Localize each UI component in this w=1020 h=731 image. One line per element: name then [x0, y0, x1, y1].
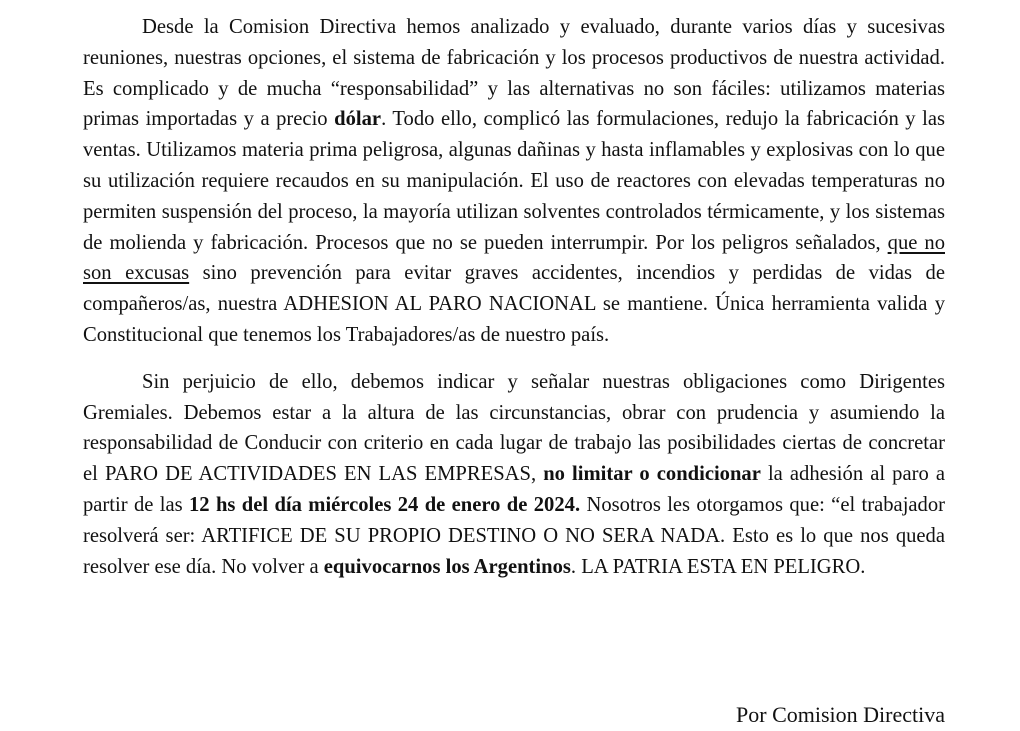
paragraph-1: [83, 12, 945, 351]
paragraph-1-text-1: Desde la Comision Directiva hemos analizado y evaluado, durante varios días y sucesivas reuniones, nuestras opciones, el sistema de fabricación y los procesos productivos de nuestra actividad. Es complicado y de mucha “responsabilidad” y las alternativas no son fáciles: utilizamos materias primas importadas y a precio: [83, 16, 945, 131]
paragraph-1-text-3: sino prevención para evitar graves accidentes, incendios y perdidas de vidas de compañeros/as, nuestra ADHESION AL PARO NACIONAL se mantiene. Única herramienta valida y Constitucional que tenemos los Trabajadores/as de nuestro país.: [83, 262, 945, 346]
paragraph-2-text-4: . LA PATRIA ESTA EN PELIGRO.: [570, 555, 866, 578]
paragraph-2-text-1: Sin perjuicio de ello, debemos indicar y señalar nuestras obligaciones como Dirigentes Gremiales. Debemos estar a la altura de las circunstancias, obrar con prudencia y asumiendo la responsabilidad de Conducir con criterio en cada lugar de trabajo las posibilidades ciertas de concretar el PARO DE ACTIVIDADES EN LAS EMPRESAS,: [83, 370, 945, 486]
bold-argentinos: equivocarnos los Argentinos: [323, 555, 571, 578]
paragraph-2-text-3: Nosotros les otorgamos que: “el trabajador resolverá ser: ARTIFICE DE SU PROPIO DESTINO O NO SERA NADA. Esto es lo que nos queda resolver ese día. No volver a: [83, 493, 946, 578]
document-body: [83, 12, 945, 582]
underlined-phrase: que no son excusas: [83, 231, 945, 285]
bold-date: 12 hs del día miércoles 24 de enero de 2024.: [189, 493, 581, 516]
bold-dolar: dólar: [334, 108, 382, 131]
paragraph-2-text-2: la adhesión al paro a partir de las: [83, 463, 945, 516]
bold-no-limitar: no limitar o condicionar: [543, 463, 761, 486]
paragraph-2: [83, 367, 945, 583]
paragraph-1-text-2: . Todo ello, complicó las formulaciones, redujo la fabricación y las ventas. Utilizamos materia prima peligrosa, algunas dañinas y hasta inflamables y explosivas con lo que su utilización requiere recaudos en su manipulación. El uso de reactores con elevadas temperaturas no permiten suspensión del proceso, la mayoría utilizan solventes controlados térmicamente, y los sistemas de molienda y fabricación. Procesos que no se pueden interrumpir. Por los peligros señalados,: [83, 108, 945, 254]
signature: Por Comision Directiva: [736, 702, 945, 727]
